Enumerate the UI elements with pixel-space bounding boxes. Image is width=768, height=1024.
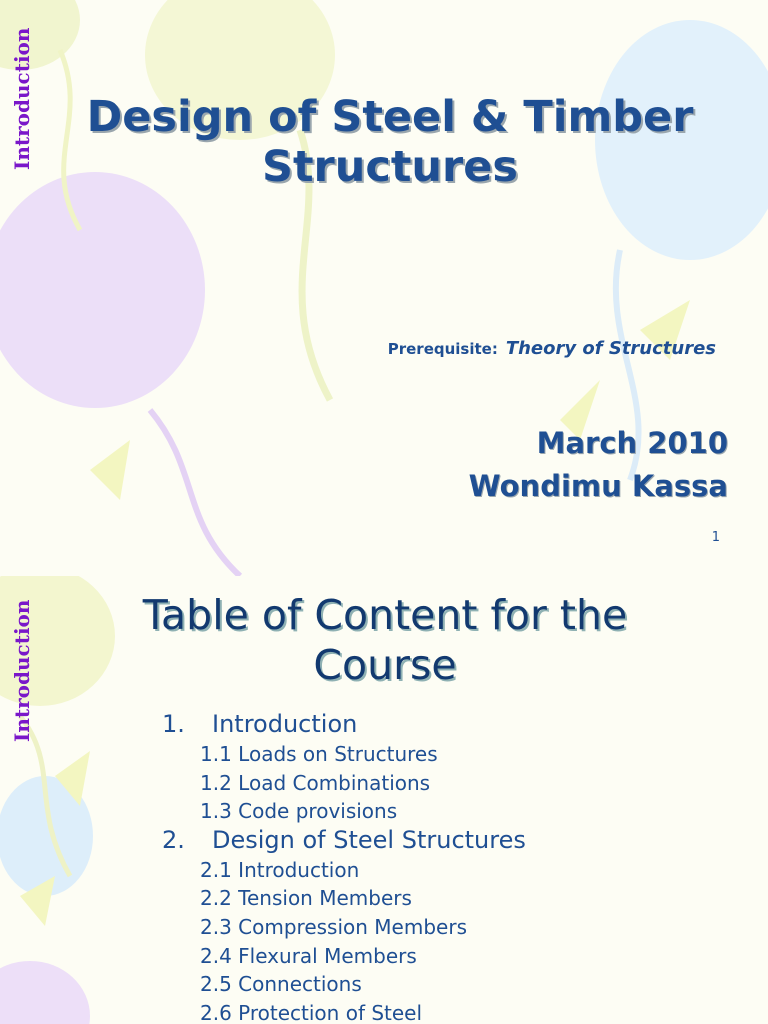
prerequisite-value: Theory of Structures xyxy=(505,338,716,359)
toc-subitem: 2.1 Introduction xyxy=(200,857,360,882)
toc-section xyxy=(162,710,526,738)
title-line-1: Table of Content for the xyxy=(142,591,628,639)
toc-subitem: 1.2 Load Combinations xyxy=(200,770,431,795)
prerequisite xyxy=(388,338,716,359)
title-line-1: Design of Steel & Timber xyxy=(86,92,694,142)
author-name: Wondimu Kassa xyxy=(468,469,728,503)
slide-title xyxy=(40,590,730,690)
prerequisite-label: Prerequisite: xyxy=(387,340,498,358)
toc-subitem: 2.2 Tension Members xyxy=(200,886,412,911)
toc-section-title: Design of Steel Structures xyxy=(212,825,526,854)
toc-subitem: 2.6 Protection of Steel xyxy=(200,1000,423,1024)
title-line-2: Course xyxy=(313,641,457,689)
page-number: 1 xyxy=(711,530,720,545)
table-of-content-list xyxy=(162,710,526,1024)
toc-subitem: 1.3 Code provisions xyxy=(200,799,398,824)
toc-section-number: 2. xyxy=(162,825,185,854)
side-section-label: Introduction xyxy=(10,27,34,171)
toc-subitem: 1.1 Loads on Structures xyxy=(200,742,438,766)
toc-section xyxy=(162,826,526,854)
toc-subitem: 2.3 Compression Members xyxy=(200,914,467,939)
toc-section-number: 1. xyxy=(162,710,185,738)
toc-subitem: 2.4 Flexural Members xyxy=(200,943,417,968)
slide-title xyxy=(40,92,740,192)
title-line-2: Structures xyxy=(262,142,518,192)
table-of-content-slide xyxy=(0,576,768,1024)
side-section-label: Introduction xyxy=(10,599,34,743)
presentation-meta xyxy=(469,422,728,508)
toc-section-title: Introduction xyxy=(212,710,358,738)
presentation-date: March 2010 xyxy=(536,426,728,460)
toc-subitem: 2.5 Connections xyxy=(200,972,362,997)
